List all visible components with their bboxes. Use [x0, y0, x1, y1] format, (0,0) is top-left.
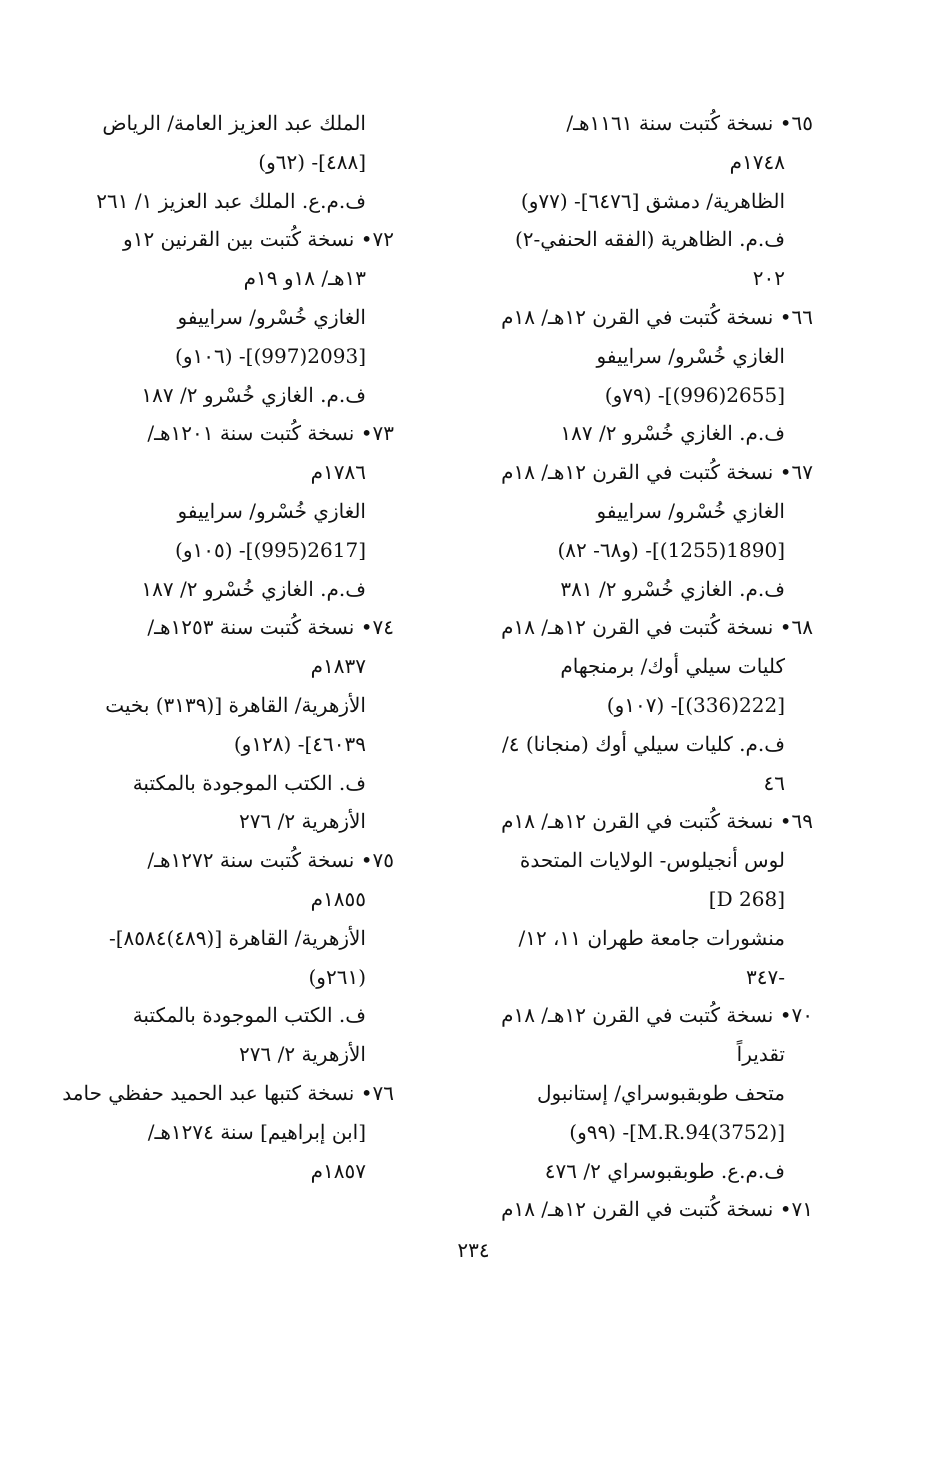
text-line: ٧٣• نسخة كُتبت سنة ١٢٠١هـ/: [147, 421, 394, 446]
text-line: ٦٨• نسخة كُتبت في القرن ١٢هـ/ ١٨م: [501, 615, 813, 640]
text-line: الأزهرية/ القاهرة [(٣١٣٩) بخيت: [105, 692, 366, 717]
text-line: [2617(995)]- (١٠٥و): [175, 537, 366, 562]
text-line: ف. الكتب الموجودة بالمكتبة: [132, 770, 366, 795]
text-line: ١٨٥٥م: [310, 886, 366, 911]
text-line: الغازي خُسْرو/ سراييفو: [596, 343, 785, 368]
text-line: متحف طوبقبوسراي/ إستانبول: [536, 1080, 785, 1105]
text-line: ٤٦٠٣٩]- (١٢٨و): [233, 731, 366, 756]
text-line: ١٧٨٦م: [310, 460, 366, 485]
text-line: منشورات جامعة طهران ١١، ١٢/: [518, 925, 785, 950]
text-line: ٧٥• نسخة كُتبت سنة ١٢٧٢هـ/: [147, 848, 394, 873]
text-line: ف.م.ع. الملك عبد العزيز ١/ ٢٦١: [96, 188, 366, 213]
text-line: ٦٦• نسخة كُتبت في القرن ١٢هـ/ ١٨م: [501, 304, 813, 329]
text-line: ١٨٥٧م: [310, 1158, 366, 1183]
text-line: كليات سيلي أوك/ برمنجهام: [560, 654, 785, 679]
left-column: [62, 104, 394, 1190]
text-line: ف.م. الغازي خُسْرو ٢/ ١٨٧: [141, 576, 366, 601]
text-line: (٢٦١و): [308, 964, 366, 989]
text-line: [222(336)]- (١٠٧و): [606, 692, 785, 717]
text-line: ف.م. الغازي خُسْرو ٢/ ١٨٧: [141, 382, 366, 407]
text-line: ٢٠٢: [752, 266, 785, 291]
text-line: ٧١• نسخة كُتبت في القرن ١٢هـ/ ١٨م: [501, 1197, 813, 1222]
text-line: الملك عبد العزيز العامة/ الرياض: [102, 111, 366, 135]
text-line: الأزهرية/ القاهرة [(٤٨٩)٨٥٨٤]-: [108, 925, 366, 950]
text-line: [1890(1255)]- (و٦٨- ٨٢): [557, 537, 785, 562]
text-line: لوس أنجيلوس- الولايات المتحدة: [519, 848, 785, 873]
text-line: ١٣هـ/ ١٨و ١٩م: [243, 266, 366, 291]
text-line: ٧٤• نسخة كُتبت سنة ١٢٥٣هـ/: [147, 615, 394, 640]
text-line: تقديراً: [736, 1042, 785, 1067]
text-line: [2093(997)]- (١٠٦و): [175, 343, 366, 368]
text-line: ١٧٤٨م: [729, 149, 785, 174]
text-line: ف.م. الظاهرية (الفقه الحنفي-٢): [514, 227, 785, 252]
text-line: الأزهرية ٢/ ٢٧٦: [239, 1042, 366, 1067]
text-line: ٤٦: [763, 770, 785, 795]
text-line: ١٨٣٧م: [310, 654, 366, 679]
text-line: الغازي خُسْرو/ سراييفو: [177, 304, 366, 329]
text-line: ٧٦• نسخة كتبها عبد الحميد حفظي حامد: [62, 1080, 394, 1105]
page-number: ٢٣٤: [457, 1238, 490, 1262]
text-line: [ابن إبراهيم] سنة ١٢٧٤هـ/: [147, 1119, 366, 1144]
text-line: ف.م. الغازي خُسْرو ٢/ ١٨٧: [560, 421, 785, 446]
text-line: [2655(996)]- (٧٩و): [604, 382, 785, 407]
text-line: ٦٩• نسخة كُتبت في القرن ١٢هـ/ ١٨م: [501, 809, 813, 834]
text-line: ٧٢• نسخة كُتبت بين القرنين ١٢و: [123, 227, 394, 252]
text-line: ٦٥• نسخة كُتبت سنة ١١٦١هـ/: [566, 111, 813, 135]
text-line: [٤٨٨]- (٦٢و): [258, 149, 366, 174]
text-line: [M.R.94(3752)]- (٩٩و): [569, 1119, 785, 1144]
text-line: ف.م.ع. طوبقبوسراي ٢/ ٤٧٦: [544, 1158, 785, 1183]
text-line: الأزهرية ٢/ ٢٧٦: [239, 809, 366, 834]
text-line: ف. الكتب الموجودة بالمكتبة: [132, 1003, 366, 1028]
text-line: [D 268]: [708, 886, 785, 911]
text-line: ف.م. الغازي خُسْرو ٢/ ٣٨١: [560, 576, 785, 601]
text-line: الغازي خُسْرو/ سراييفو: [596, 498, 785, 523]
right-column: [468, 104, 813, 1229]
text-line: الغازي خُسْرو/ سراييفو: [177, 498, 366, 523]
text-line: ٦٧• نسخة كُتبت في القرن ١٢هـ/ ١٨م: [501, 460, 813, 485]
text-line: -٣٤٧: [746, 964, 785, 989]
text-line: الظاهرية/ دمشق [٦٤٧٦]- (٧٧و): [520, 188, 785, 213]
text-line: ٧٠• نسخة كُتبت في القرن ١٢هـ/ ١٨م: [501, 1003, 813, 1028]
text-line: ف.م. كليات سيلي أوك (منجانا) ٤/: [501, 731, 785, 756]
